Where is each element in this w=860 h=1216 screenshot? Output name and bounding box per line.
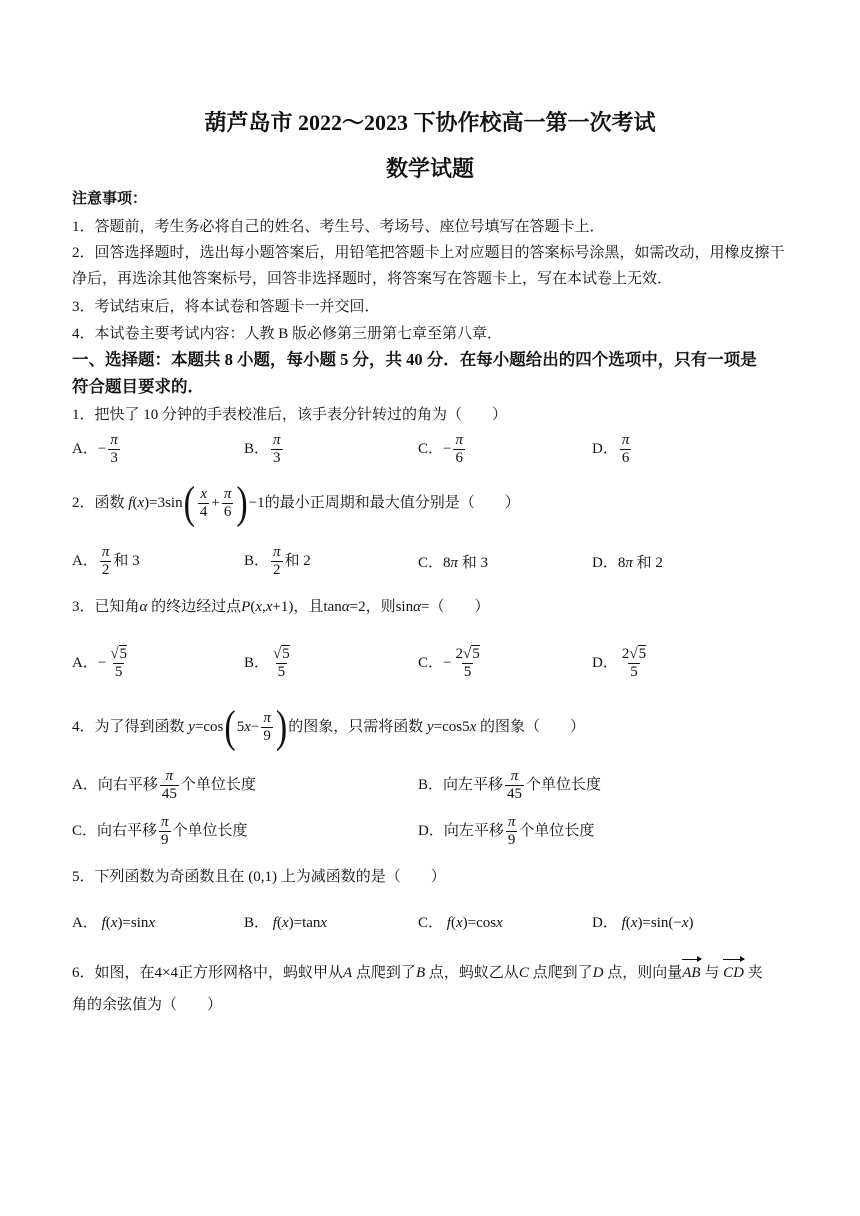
q6-stem-line1: 6．如图，在4×4正方形网格中，蚂蚁甲从A 点爬到了B 点，蚂蚁乙从C 点爬到了D 点，则向量AB 与 CD 夹	[72, 962, 763, 984]
q4-option-c: C．向右平移 $\frac{\pi}{9}$ 个单位长度	[72, 814, 248, 848]
note-4: 4．本试卷主要考试内容：人教 B 版必修第三册第七章至第八章．	[72, 326, 503, 342]
q3-option-d: D． $\frac{2√5}{5}$	[592, 646, 647, 680]
q5-option-a: A． f(x)=sinx	[72, 915, 156, 931]
q3-option-a: A．− $\frac{√5}{5}$	[72, 646, 128, 680]
q4-option-a: A．向右平移 $\frac{\pi}{45}$ 个单位长度	[72, 768, 256, 802]
q4-stem: 4．为了得到函数 y=cos(5x− $\frac{\pi}{9}$ )的图象，只需将函数 y=cos5x 的图象（ ）	[72, 701, 586, 752]
note-2b: 净后，再选涂其他答案标号，回答非选择题时，将答案写在答题卡上，写在本试卷上无效．	[72, 271, 673, 287]
q4-option-b: B．向左平移 $\frac{\pi}{45}$ 个单位长度	[418, 768, 602, 802]
q1-option-b: B． $\frac{\pi}{3}$	[244, 432, 281, 466]
q2-option-c: C．8π 和 3	[418, 555, 489, 571]
section-heading-2: 符合题目要求的．	[72, 377, 204, 396]
q2-option-a: A． $\frac{\pi}{2}$ 和 3	[72, 544, 140, 578]
note-2a: 2．回答选择题时，选出每小题答案后，用铅笔把答题卡上对应题目的答案标号涂黑，如需改动，用橡皮擦干	[72, 245, 785, 261]
q2-option-b: B． $\frac{\pi}{2}$ 和 2	[244, 544, 311, 578]
q3-stem: 3．已知角α 的终边经过点P(x,x+1)，且tanα=2，则sinα=（ ）	[72, 599, 490, 615]
section-heading-1: 一、选择题：本题共 8 小题，每小题 5 分，共 40 分．在每小题给出的四个选项中，只有一项是	[72, 350, 757, 369]
q3-option-b: B． $\frac{√5}{5}$	[244, 646, 290, 680]
q3-option-c: C．− $\frac{2√5}{5}$	[418, 646, 480, 680]
q2-stem: 2．函数 f(x)=3sin( $\frac{x}{4}$ + $\frac{\pi}{6}$ )−1的最小正周期和最大值分别是（ ）	[72, 477, 520, 528]
notes-heading: 注意事项：	[72, 191, 148, 207]
q5-stem: 5．下列函数为奇函数且在 (0,1) 上为减函数的是（ ）	[72, 869, 446, 885]
q4-option-d: D．向左平移 $\frac{\pi}{9}$ 个单位长度	[418, 814, 595, 848]
q5-option-c: C． f(x)=cosx	[418, 915, 503, 931]
q5-option-d: D． f(x)=sin(−x)	[592, 915, 694, 931]
q1-option-c: C．− $\frac{\pi}{6}$	[418, 432, 463, 466]
q5-option-b: B． f(x)=tanx	[244, 915, 328, 931]
note-1: 1．答题前，考生务必将自己的姓名、考生号、考场号、座位号填写在答题卡上．	[72, 219, 605, 235]
q1-stem: 1．把快了 10 分钟的手表校准后，该手表分针转过的角为（ ）	[72, 407, 508, 423]
q1-option-a: A．− $\frac{\pi}{3}$	[72, 432, 118, 466]
exam-title: 葫芦岛市 2022～2023 下协作校高一第一次考试	[204, 110, 656, 135]
note-3: 3．考试结束后，将本试卷和答题卡一并交回．	[72, 299, 380, 315]
q2-option-d: D．8π 和 2	[592, 555, 663, 571]
q6-stem-line2: 角的余弦值为（ ）	[72, 997, 223, 1013]
q1-option-d: D． $\frac{\pi}{6}$	[592, 432, 630, 466]
exam-subtitle: 数学试题	[385, 156, 474, 181]
